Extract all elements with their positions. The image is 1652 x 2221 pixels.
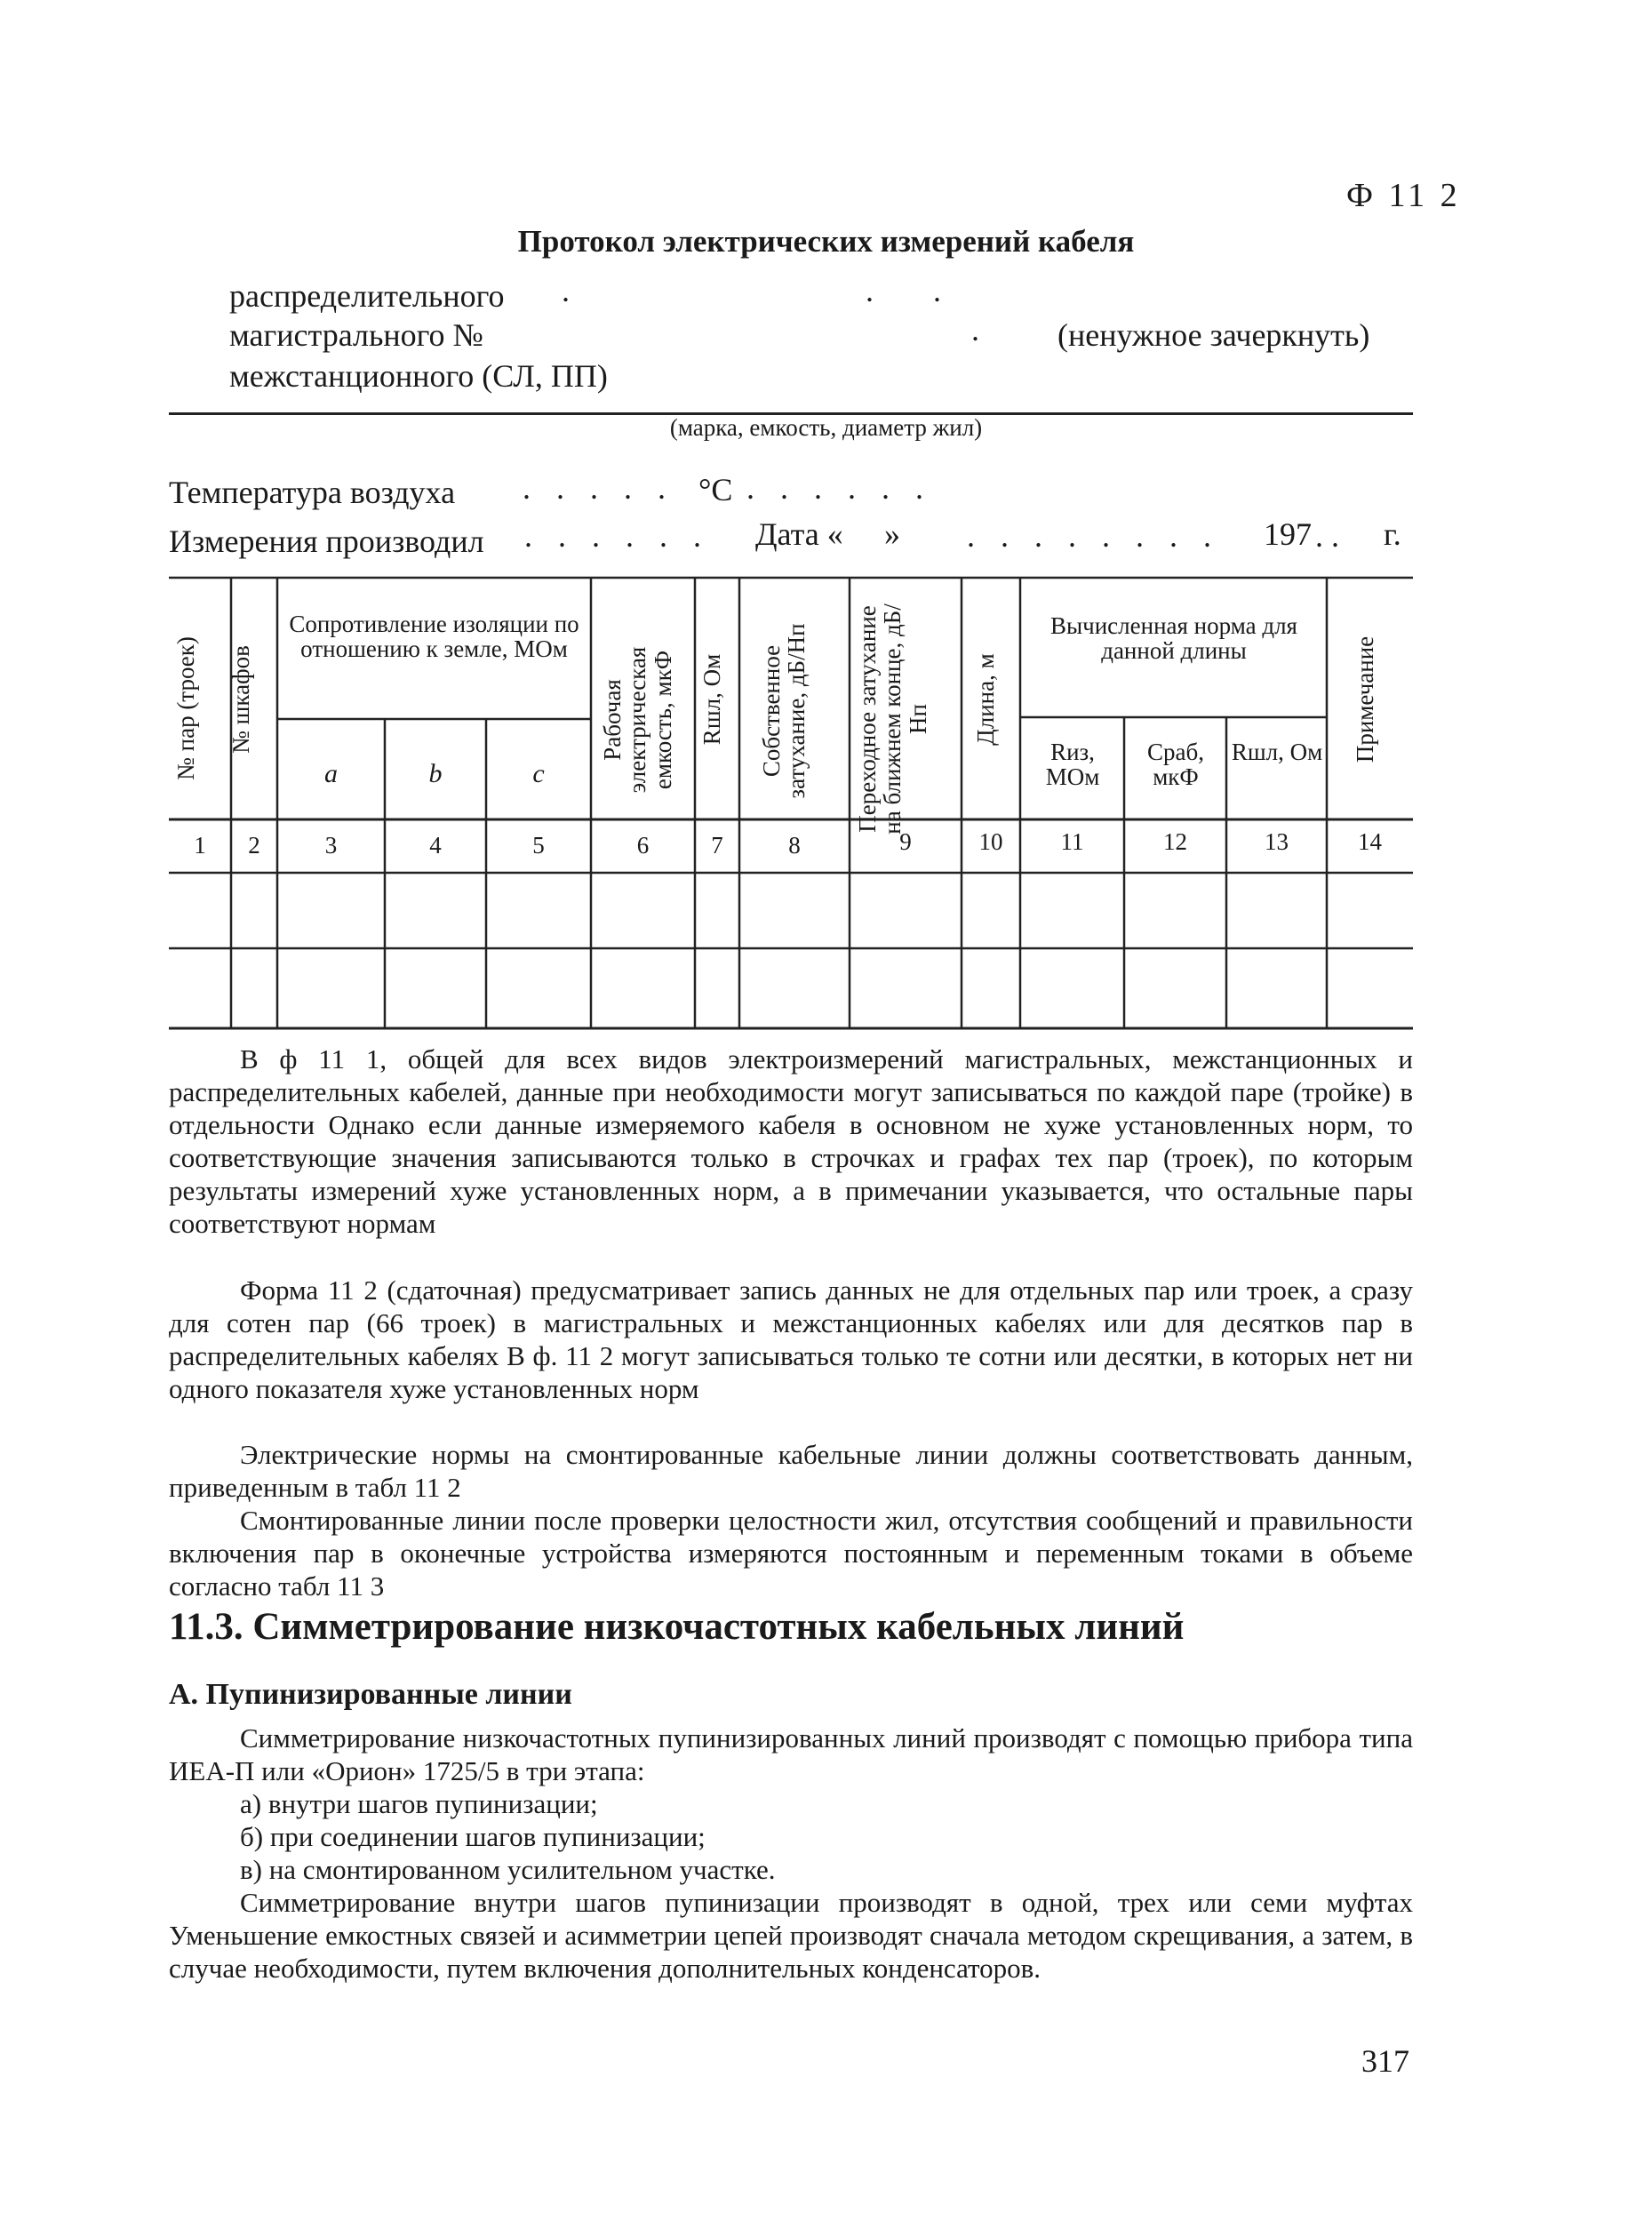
fill-dots: . . [1315,518,1339,554]
col-number: 14 [1358,828,1382,855]
list-item-c: в) на смонтированном усилительном участке. [240,1854,776,1885]
list-item-a: а) внутри шагов пупинизации; [240,1788,598,1819]
cable-caption: (марка, емкость, диаметр жил) [669,414,983,441]
temp-unit: °С [698,472,733,507]
strike-note: (ненужное зачеркнуть) [1057,317,1370,353]
fill-dots: . . . . . [523,470,674,506]
cable-type-distribution: распределительного [229,278,505,314]
paragraph-4: Смонтированные линии после проверки целостности жил, отсутствия сообщений и правильности включения пар в оконечные устройства измеряются постоянным и переменным токами в объеме согласно табл 11 3 [169,1505,1413,1602]
col-c-header: c [532,759,545,788]
col-b-header: b [428,759,443,788]
paragraph-6: Симметрирование внутри шагов пупинизации производят в одной, трех или семи муфтах Уменьшение емкостных связей и асимметрии цепей производят сначала методом скрещивания, а затем, в случае необходимости, путем включения дополнительных конденсаторов. [169,1887,1413,1984]
paragraph-3: Электрические нормы на смонтированные кабельные линии должны соответствовать данным, приведенным в табл 11 2 [169,1439,1413,1503]
cable-type-interstation: межстанционного (СЛ, ПП) [229,358,608,394]
year-suffix: г. [1384,516,1401,552]
col-cabinets-header: № шкафов [227,645,254,754]
col-number: 13 [1265,828,1289,855]
col-number: 11 [1060,828,1084,855]
col-number: 4 [429,832,442,859]
form-code: Ф 11 2 [1346,177,1461,214]
list-item-b: б) при соединении шагов пупинизации; [240,1821,706,1852]
fill-dot: . [971,312,979,348]
col-capacity-header: Рабочая электрическая емкость, мкФ [599,646,676,794]
col-number: 3 [324,832,338,859]
col-number: 12 [1163,828,1187,855]
paragraph-5: Симметрирование низкочастотных пупинизированных линий производят с помощью прибора типа ИЕА-П или «Орион» 1725/5 в три этапа: [169,1722,1413,1786]
col-number: 2 [248,832,260,859]
col-insulation-header: Сопротивление изоляции по отношению к земле, МОм [289,611,579,663]
subsection-title: А. Пупинизированные линии [169,1678,572,1711]
col-r-ins-header: Rиз, МОм [1045,739,1100,791]
cable-type-trunk: магистрального № [229,317,483,353]
col-number: 10 [978,828,1003,855]
col-norm-header: Вычисленная норма для данной длины [1050,612,1297,665]
col-number: 5 [532,832,545,859]
col-a-header: a [324,759,338,788]
date-label: Дата « [755,516,843,552]
col-length-header: Длина, м [972,653,999,746]
fill-dots: . . . . . . [524,518,710,554]
col-number: 9 [899,828,912,855]
col-pairs-header: № пар (троек) [172,636,199,780]
measurement-table [169,571,1413,1033]
col-rloop-header: Rшл, Ом [698,653,725,746]
year-label: 197 [1264,516,1312,552]
col-c-work-header: Cраб, мкФ [1147,739,1204,791]
col-number: 1 [194,832,206,859]
section-title: 11.3. Симметрирование низкочастотных кабельных линий [169,1606,1185,1648]
col-attenuation-header: Собственное затухание, дБ/Нп [758,623,810,799]
paragraph-1: В ф 11 1, общей для всех видов электроизмерений магистральных, межстанционных и распределительных кабелей, данные при необходимости могут записываться по каждой паре (тройке) в отдельности Однако если данные измеряемого кабеля в основном не хуже установленных норм, то соответствующие значения записываются только в строчках и графах тех пар (троек), по которым результаты измерений хуже установленных норм, а в примечании указывается, что остальные пары соответствуют нормам [169,1043,1413,1239]
col-r-loop-header: Rшл, Ом [1231,739,1323,765]
col-number: 6 [636,832,650,859]
date-close: » [884,516,900,552]
col-number: 7 [711,832,723,859]
fill-dots: . . . [562,273,950,308]
paragraph-2: Форма 11 2 (сдаточная) предусматривает запись данных не для отдельных пар или троек, а сразу для сотен пар (66 троек) в магистральных и межстанционных кабелях или для десятков пар в распределительных кабелях В ф. 11 2 могут записываться только те сотни или десятки, в которых нет ни одного показателя хуже установленных норм [169,1274,1413,1404]
col-number: 8 [788,832,801,859]
air-temp-label: Температура воздуха [169,475,456,510]
col-crosstalk-header: Переходное затухание на ближнем конце, дБ/Нп [854,603,931,835]
page-number: 317 [1361,2043,1409,2079]
col-note-header: Примечание [1352,635,1378,763]
measured-by-label: Измерения производил [169,523,484,559]
fill-dots: . . . . . . [746,470,932,506]
fill-dots: . . . . . . . . [967,518,1220,554]
protocol-title: Протокол электрических измерений кабеля [517,224,1135,259]
